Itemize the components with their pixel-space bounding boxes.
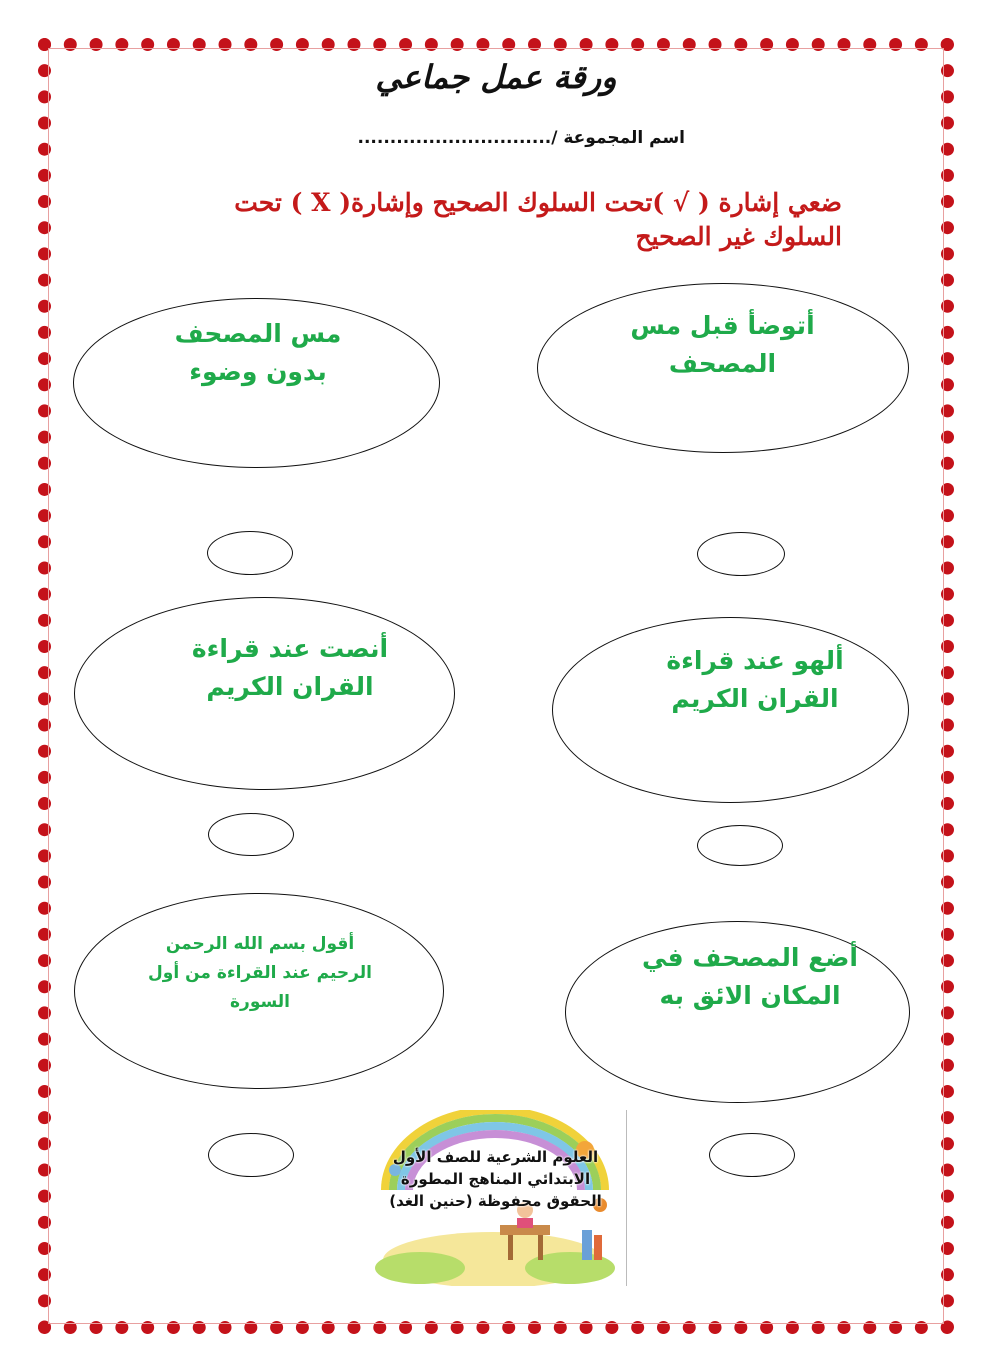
answer-oval-right-1[interactable] [697, 532, 785, 576]
curriculum-logo [360, 1110, 627, 1286]
behavior-text-left-2: أنصت عند قراءة القران الكريم [191, 634, 389, 701]
answer-oval-left-2[interactable] [208, 813, 294, 856]
page-title: ورقة عمل جماعي [375, 58, 617, 96]
answer-oval-left-1[interactable] [207, 531, 293, 575]
logo-line-1: العلوم الشرعية للصف الأول [392, 1148, 599, 1166]
behavior-text-right-2: ألهو عند قراءة القران الكريم [666, 646, 844, 713]
group-name-field[interactable]: اسم المجموعة /.............................. [357, 128, 685, 148]
behavior-text-right-1: أتوضأ قبل مس المصحف [630, 311, 815, 378]
logo-text [378, 1146, 613, 1212]
answer-oval-right-2[interactable] [697, 825, 783, 866]
behavior-text-right-3: أضع المصحف في المكان الائق به [641, 943, 858, 1010]
answer-oval-left-3[interactable] [208, 1133, 294, 1177]
answer-oval-right-3[interactable] [709, 1133, 795, 1177]
behavior-text-left-1: مس المصحف بدون وضوء [174, 319, 342, 386]
behavior-text-left-3: أقول بسم الله الرحمن الرحيم عند القراءة من أول السورة [148, 934, 372, 1012]
instruction-text: ضعي إشارة ( √ )تحت السلوك الصحيح وإشارة( X ) تحت السلوك غير الصحيح [234, 188, 842, 251]
logo-line-2: الابتدائي المناهج المطورة [400, 1170, 591, 1188]
logo-line-3: الحقوق محفوظة (حنين الغد) [389, 1192, 602, 1210]
